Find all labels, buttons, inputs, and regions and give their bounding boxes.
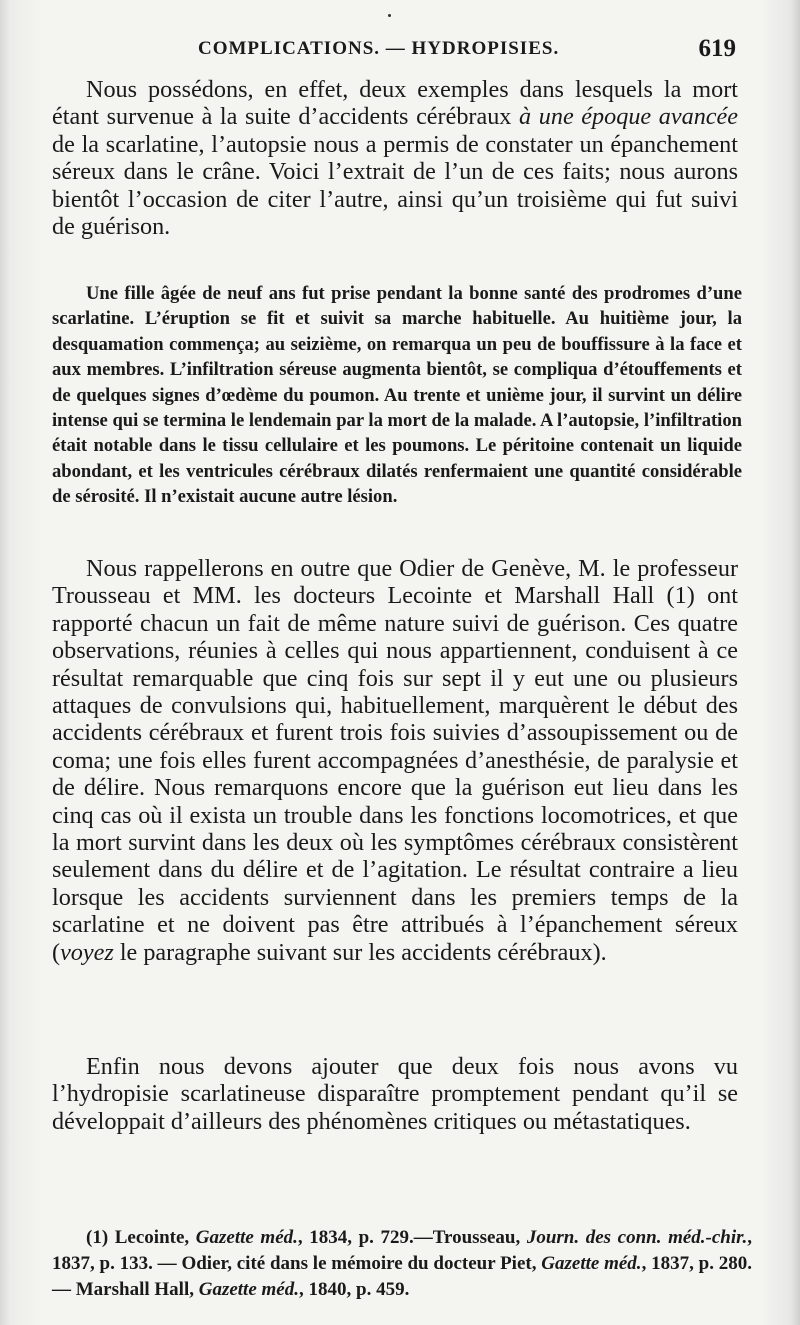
footnote-text-4: , 1837, p. 280. — Marshall Hall, <box>52 1253 752 1300</box>
running-title: COMPLICATIONS. — HYDROPISIES. <box>198 38 560 59</box>
paragraph-1 <box>52 76 738 240</box>
paragraph-1-text-b: de la scarlatine, l’autopsie nous a permis de constater un épanchement séreux dans le crâne. Voici l’extrait de l’un de ces faits; nous aurons bientôt l’occasion de citer l’autre, ainsi qu’un troisième qui fut suivi de guérison. <box>52 130 738 241</box>
footnote-italic-4: Gazette méd. <box>198 1279 299 1300</box>
footnote-italic-2: Journ. des conn. méd.-chir. <box>526 1227 748 1248</box>
scan-speck <box>388 14 391 17</box>
footnote-text-3: , 1837, p. 133. — Odier, cité dans le mémoire du docteur Piet, <box>52 1227 752 1274</box>
paragraph-2-italic: voyez <box>60 938 114 966</box>
footnote-italic-1: Gazette méd. <box>195 1227 298 1248</box>
case-observation-text: Une fille âgée de neuf ans fut prise pendant la bonne santé des prodromes d’une scarlatine. L’éruption se fit et suivit sa marche habituelle. Au huitième jour, la desquamation commença; au seizième, on remarqua un peu de bouffissure à la face et aux membres. L’infiltration séreuse augmenta bientôt, se compliqua d’étouffements et de quelques signes d’œdème du poumon. Au trente et unième jour, il survint un délire intense qui se termina le lendemain par la mort de la malade. A l’autopsie, l’infiltration était notable dans le tissu cellulaire et les poumons. Le péritoine contenait un liquide abondant, et les ventricules cérébraux dilatés renfermaient une quantité considérable de sérosité. Il n’existait aucune autre lésion. <box>52 283 742 508</box>
footnote-italic-3: Gazette méd. <box>541 1253 642 1274</box>
case-observation <box>52 281 742 510</box>
paragraph-2 <box>52 555 738 966</box>
paragraph-1-italic: à une époque avancée <box>519 103 738 131</box>
footnote-text-2: , 1834, p. 729.—Trousseau, <box>297 1227 527 1248</box>
paragraph-2-text-b: le paragraphe suivant sur les accidents cérébraux). <box>113 938 607 966</box>
paragraph-3-text: Enfin nous devons ajouter que deux fois nous avons vu l’hydropisie scarlatineuse disparaître promptement pendant qu’il se développait d’ailleurs des phénomènes critiques ou métastatiques. <box>52 1053 738 1135</box>
paragraph-2-text-a: Nous rappellerons en outre que Odier de Genève, M. le professeur Trousseau et MM. les docteurs Lecointe et Marshall Hall (1) ont rapporté chacun un fait de même nature suivi de guérison. Ces quatre observations, réunies à celles qui nous appartiennent, conduisent à ce résultat remarquable que cinq fois sur sept il y eut une ou plusieurs attaques de convulsions qui, habituellement, marquèrent le début des accidents cérébraux et furent trois fois suivies d’assoupissement ou de coma; une fois elles furent accompagnées d’anesthésie, de paralysie et de délire. Nous remarquons encore que la guérison eut lieu dans les cinq cas où il exista un trouble dans les fonctions locomotrices, et que la mort survint dans les deux où les symptômes cérébraux consistèrent seulement dans du délire et de l’agitation. Le résultat contraire a lieu lorsque les accidents surviennent dans les premiers temps de la scarlatine et ne doivent pas être attribués à l’épanchement séreux ( <box>52 555 738 966</box>
footnote <box>52 1206 752 1322</box>
page-header <box>52 35 742 68</box>
paragraph-1-text-a: Nous possédons, en effet, deux exemples dans lesquels la mort étant survenue à la suite d’accidents cérébraux <box>52 76 738 131</box>
footnote-text-1: (1) Lecointe, <box>86 1227 196 1248</box>
footnote-text-5: , 1840, p. 459. <box>299 1279 410 1300</box>
paragraph-3 <box>52 1053 738 1135</box>
page-number: 619 <box>698 35 736 62</box>
